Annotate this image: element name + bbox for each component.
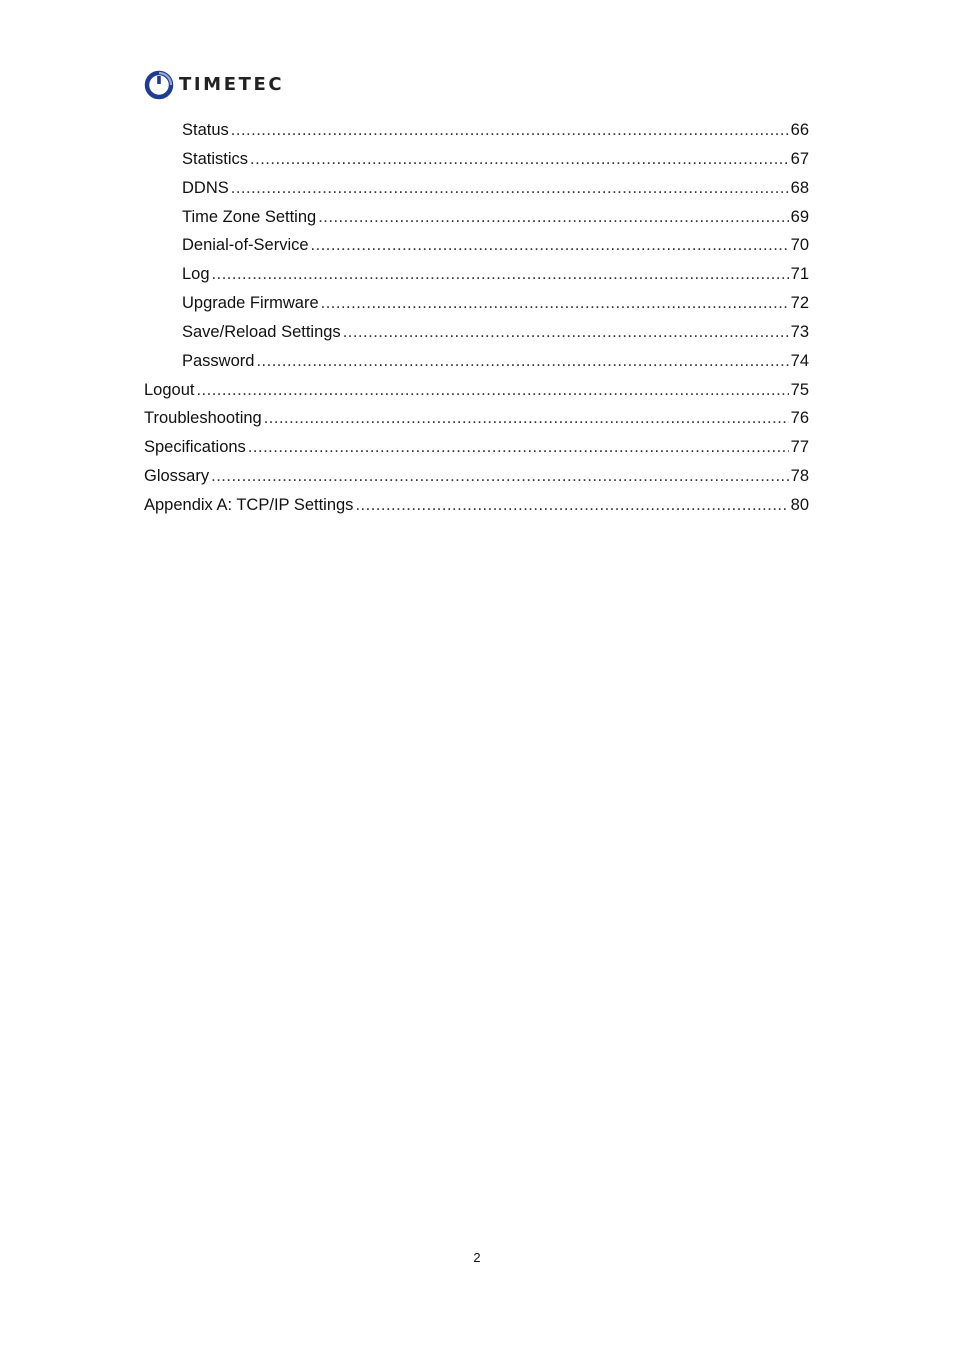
toc-dot-leader: [231, 116, 789, 145]
toc-entry-title: Glossary: [144, 467, 210, 486]
toc-dot-leader: [196, 376, 788, 405]
toc-entry-specifications[interactable]: [144, 433, 809, 462]
toc-dot-leader: [318, 203, 788, 232]
toc-dot-leader: [264, 404, 789, 433]
toc-entry-page: 75: [790, 380, 809, 399]
toc-dot-leader: [231, 174, 789, 203]
toc-dot-leader: [343, 318, 789, 347]
toc-dot-leader: [212, 260, 789, 289]
page-number: 2: [473, 1250, 481, 1265]
toc-entry-page: 68: [790, 178, 809, 197]
toc-entry-glossary[interactable]: [144, 462, 809, 491]
toc-entry-page: 74: [790, 351, 809, 370]
toc-entry-time-zone-setting[interactable]: [144, 203, 809, 232]
toc-entry-status[interactable]: [144, 116, 809, 145]
toc-entry-title: Save/Reload Settings: [182, 322, 341, 341]
toc-entry-page: 73: [790, 322, 809, 341]
timetec-logo-ring-icon: [144, 70, 174, 100]
toc-dot-leader: [256, 347, 788, 376]
toc-entry-upgrade-firmware[interactable]: [144, 289, 809, 318]
toc-entry-page: 67: [790, 149, 809, 168]
toc-entry-title: Log: [182, 265, 210, 284]
table-of-contents: [144, 116, 809, 520]
toc-entry-title: Appendix A: TCP/IP Settings: [144, 495, 354, 514]
toc-entry-title: Denial-of-Service: [182, 236, 309, 255]
toc-entry-page: 72: [790, 294, 809, 313]
toc-entry-page: 70: [790, 236, 809, 255]
toc-entry-save-reload-settings[interactable]: [144, 318, 809, 347]
toc-dot-leader: [321, 289, 789, 318]
toc-entry-page: 71: [790, 265, 809, 284]
toc-entry-ddns[interactable]: [144, 174, 809, 203]
toc-dot-leader: [250, 145, 789, 174]
toc-dot-leader: [355, 491, 788, 520]
toc-entry-statistics[interactable]: [144, 145, 809, 174]
toc-dot-leader: [311, 231, 789, 260]
toc-entry-title: Upgrade Firmware: [182, 294, 319, 313]
toc-entry-page: 78: [790, 467, 809, 486]
toc-dot-leader: [211, 462, 789, 491]
toc-entry-title: Statistics: [182, 149, 249, 168]
toc-entry-page: 69: [790, 207, 809, 226]
toc-entry-page: 77: [790, 438, 809, 457]
toc-entry-title: Password: [182, 351, 255, 370]
toc-entry-title: Time Zone Setting: [182, 207, 317, 226]
toc-dot-leader: [248, 433, 789, 462]
toc-entry-password[interactable]: [144, 347, 809, 376]
toc-entry-log[interactable]: [144, 260, 809, 289]
toc-entry-title: DDNS: [182, 178, 229, 197]
toc-entry-title: Status: [182, 121, 229, 139]
timetec-logo: [144, 69, 284, 101]
toc-entry-page: 66: [790, 121, 809, 139]
toc-entry-title: Logout: [144, 380, 195, 399]
logo-wordmark: TIMETEC: [179, 74, 285, 95]
toc-entry-page: 76: [790, 409, 809, 428]
toc-entry-title: Troubleshooting: [144, 409, 262, 428]
toc-entry-title: Specifications: [144, 438, 246, 457]
toc-entry-troubleshooting[interactable]: [144, 404, 809, 433]
toc-entry-appendix-a-tcp-ip-settings[interactable]: [144, 491, 809, 520]
toc-entry-logout[interactable]: [144, 376, 809, 405]
toc-entry-page: 80: [790, 495, 809, 514]
toc-entry-denial-of-service[interactable]: [144, 231, 809, 260]
